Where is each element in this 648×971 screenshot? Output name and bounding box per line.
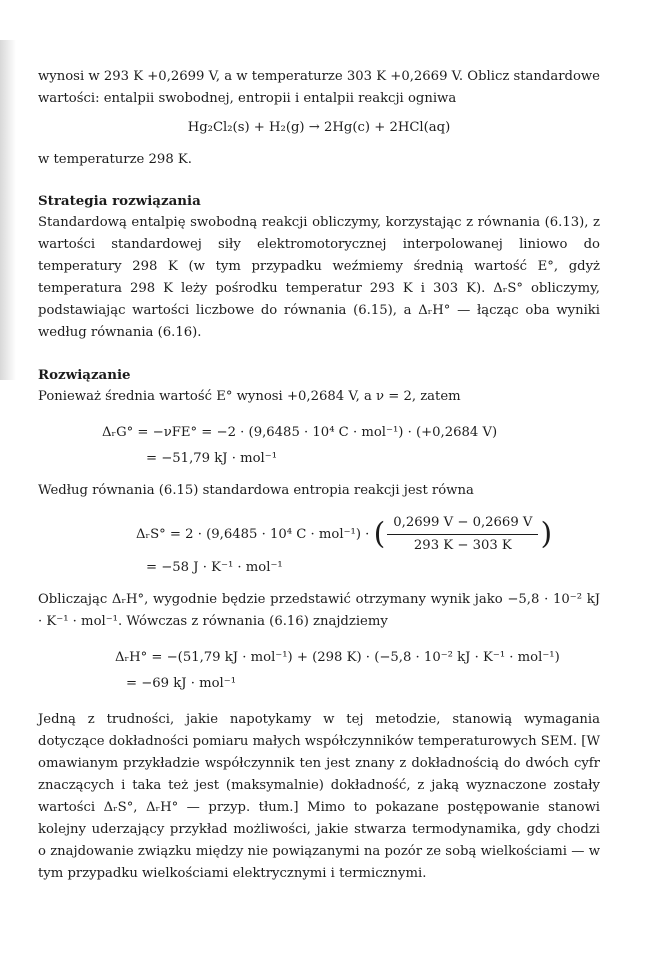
reaction-equation: Hg₂Cl₂(s) + H₂(g) → 2Hg(c) + 2HCl(aq) xyxy=(187,120,451,135)
enthalpy-equation xyxy=(38,645,600,697)
strategy-heading: Strategia rozwiązania xyxy=(38,193,201,209)
gibbs-equation-line-2: = −51,79 kJ · mol⁻¹ xyxy=(146,451,277,466)
enthalpy-equation-line-2: = −69 kJ · mol⁻¹ xyxy=(126,676,237,691)
intro-paragraph: wynosi w 293 K +0,2699 V, a w temperaturze 303 K +0,2669 V. Oblicz standardowe wartości: entalpii swobodnej, entropii i entalpii reakcji ogniwa xyxy=(38,69,600,106)
closing-paragraph: Jedną z trudności, jakie napotykamy w tej metodzie, stanowią wymagania dotyczące dokładności pomiaru małych współczynników temperaturowych SEM. [W omawianym przykładzie współczynnik ten jest znany z dokładnością do dwóch cyfr znaczących i taka też jest (maksymalnie) dokładność, z jaką wyznaczone zostały wartości ΔᵣS°, ΔᵣH° — przyp. tłum.] Mimo to pokazane postępowanie stanowi kolejny uderzający przykład możliwości, jakie stwarza termodynamika, gdy chodzi o znajdowanie związku między nie powiązanymi na pozór ze sobą wielkościami — w tym przypadku wielkościami elektrycznymi i termicznymi. xyxy=(38,712,601,881)
entropy-equation-line-1 xyxy=(38,514,600,555)
temperature-line: w temperaturze 298 K. xyxy=(38,152,192,167)
solution-paragraph-3: Obliczając ΔᵣH°, wygodnie będzie przedstawić otrzymany wynik jako −5,8 · 10⁻² kJ · K⁻¹ · mol⁻¹. Wówczas z równania (6.16) znajdziemy xyxy=(38,592,600,629)
document-page xyxy=(38,66,600,885)
gibbs-equation-line-1: ΔᵣG° = −νFE° = −2 · (9,6485 · 10⁴ C · mol⁻¹) · (+0,2684 V) xyxy=(102,425,498,440)
gibbs-equation xyxy=(38,420,600,472)
fraction-numerator: 0,2699 V − 0,2669 V xyxy=(387,514,538,535)
entropy-equation xyxy=(38,514,600,581)
page-binding-shadow xyxy=(0,40,16,380)
fraction-denominator: 293 K − 303 K xyxy=(413,538,512,553)
solution-paragraph-2: Według równania (6.15) standardowa entropia reakcji jest równa xyxy=(38,483,474,498)
entropy-equation-line-2: = −58 J · K⁻¹ · mol⁻¹ xyxy=(146,560,283,575)
entropy-fraction xyxy=(387,514,538,555)
solution-paragraph-1: Ponieważ średnia wartość E° wynosi +0,2684 V, a ν = 2, zatem xyxy=(38,389,461,404)
strategy-paragraph: Standardową entalpię swobodną reakcji obliczymy, korzystając z równania (6.13), z wartości standardowej siły elektromotorycznej interpolowanej liniowo do temperatury 298 K (w tym przypadku weźmiemy średnią wartość E°, gdyż temperatura 298 K leży pośrodku temperatur 293 K i 303 K). ΔᵣS° obliczymy, podstawiając wartości liczbowe do równania (6.15), a ΔᵣH° — łącząc oba wyniki według równania (6.16). xyxy=(38,215,600,340)
solution-heading: Rozwiązanie xyxy=(38,367,131,383)
right-paren: ) xyxy=(540,516,553,552)
entropy-equation-lhs: ΔᵣS° = 2 · (9,6485 · 10⁴ C · mol⁻¹) · xyxy=(136,527,370,542)
left-paren: ( xyxy=(373,516,386,552)
enthalpy-equation-line-1: ΔᵣH° = −(51,79 kJ · mol⁻¹) + (298 K) · (−5,8 · 10⁻² kJ · K⁻¹ · mol⁻¹) xyxy=(115,650,560,665)
